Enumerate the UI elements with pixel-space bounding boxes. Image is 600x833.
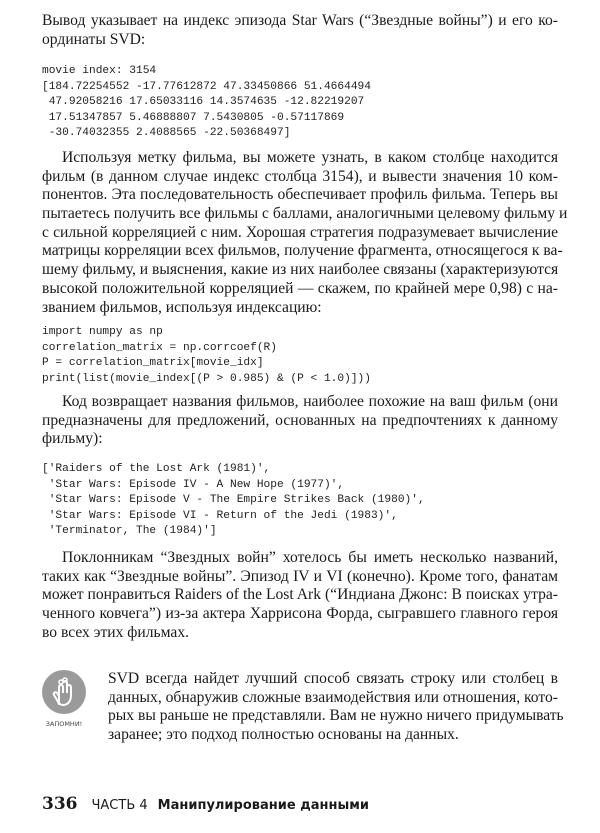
code-line: correlation_matrix = np.corrcoef(R) — [42, 341, 277, 354]
code-line: 47.92058216 17.65033116 14.3574635 -12.82219207 — [42, 96, 365, 108]
text-line: фильм (в данном случае индекс столбца 3154), и вывести значения 10 ком- — [42, 167, 558, 185]
text-line: может понравиться Raiders of the Lost Ark (“Индиана Джонс: В поисках утра- — [42, 586, 558, 604]
code-line: P = correlation_matrix[movie_idx] — [42, 357, 264, 369]
chapter-title: Манипулирование данными — [157, 798, 369, 813]
code-line: print(list(movie_index[(P > 0.985) & (P < 1.0)])) — [42, 372, 371, 385]
code-line: 'Star Wars: Episode IV - A New Hope (1977)', — [42, 478, 345, 491]
code-line: -30.74032355 2.4088565 -22.50368497] — [42, 127, 291, 139]
text-line: Код возвращает названия фильмов, наиболее похожие на ваш фильм (они — [62, 393, 558, 410]
text-line: ординаты SVD: — [42, 30, 146, 48]
code-line: 'Star Wars: Episode V - The Empire Strikes Back (1980)', — [42, 494, 425, 506]
text-line: во всех этих фильмах. — [42, 623, 190, 641]
code-line: 'Terminator, The (1984)'] — [42, 525, 217, 537]
text-line: ченного ковчега”) из-за актера Харрисона Форда, сыгравшего главного героя — [42, 605, 558, 623]
code-output-movies — [42, 462, 558, 540]
paragraph-result — [42, 393, 558, 449]
text-line: SVD всегда найдет лучший способ связать строку или столбец в — [108, 670, 558, 687]
code-line: movie index: 3154 — [42, 65, 157, 77]
remember-note — [108, 670, 564, 745]
text-line: Вывод указывает на индекс эпизода Star Wars (“Звездные войны”) и его ко- — [42, 12, 558, 29]
text-line: таких как “Звездные войны”. Эпизод IV и VI (конечно). Кроме того, фанатам — [42, 567, 558, 585]
text-line: высокой положительной корреляцией — скажем, по крайней мере 0,98) с на- — [42, 279, 558, 297]
remember-label: ЗАПОМНИ! — [45, 720, 83, 728]
text-line: матрицы корреляции всех фильмов, получение фрагмента, относящегося к ва- — [42, 242, 563, 260]
code-line: import numpy as np — [42, 326, 163, 338]
part-label: ЧАСТЬ 4 — [91, 798, 148, 813]
code-line: [184.72254552 -17.77612872 47.33450866 51.4664494 — [42, 80, 371, 93]
paragraph-intro — [42, 12, 558, 49]
text-line: рых вы раньше не представляли. Вам не нужно ничего придумывать — [108, 707, 564, 725]
text-line: званием фильмов, используя индексацию: — [42, 298, 322, 316]
text-line: фильму): — [42, 430, 103, 448]
text-line: заранее; это подход полностью основаны на данных. — [108, 726, 459, 744]
text-line: шему фильму, и выяснения, какие из них наиболее связаны (характеризуются — [42, 261, 559, 279]
code-output-svd — [42, 64, 558, 142]
text-line: Используя метку фильма, вы можете узнать, в каком столбце находится — [62, 149, 558, 166]
text-line: Поклонникам “Звездных войн” хотелось бы иметь несколько названий, — [62, 549, 558, 566]
paragraph-fans — [42, 549, 558, 642]
page-footer — [42, 794, 369, 814]
code-line: 'Star Wars: Episode VI - Return of the Jedi (1983)', — [42, 509, 398, 522]
text-line: понентов. Эта последовательность обеспечивает профиль фильма. Теперь вы — [42, 186, 558, 204]
code-line: ['Raiders of the Lost Ark (1981)', — [42, 463, 271, 475]
code-correlation — [42, 325, 558, 387]
text-line: данных, обнаружив сложные взаимодействия или отношения, кото- — [108, 688, 558, 706]
remember-icon — [42, 670, 86, 714]
text-line: пытаетесь получить все фильмы с баллами, аналогичными целевому фильму и — [42, 205, 568, 223]
text-line: предназначены для предложений, основанных на предпочтениях к данному — [42, 411, 558, 429]
page-number: 336 — [42, 794, 78, 814]
code-line: 17.51347857 5.46888807 7.5430805 -0.57117869 — [42, 111, 345, 124]
paragraph-correlation — [42, 149, 568, 317]
text-line: с сильной корреляцией с ним. Хорошая стратегия подразумевает вычисление — [42, 223, 558, 241]
